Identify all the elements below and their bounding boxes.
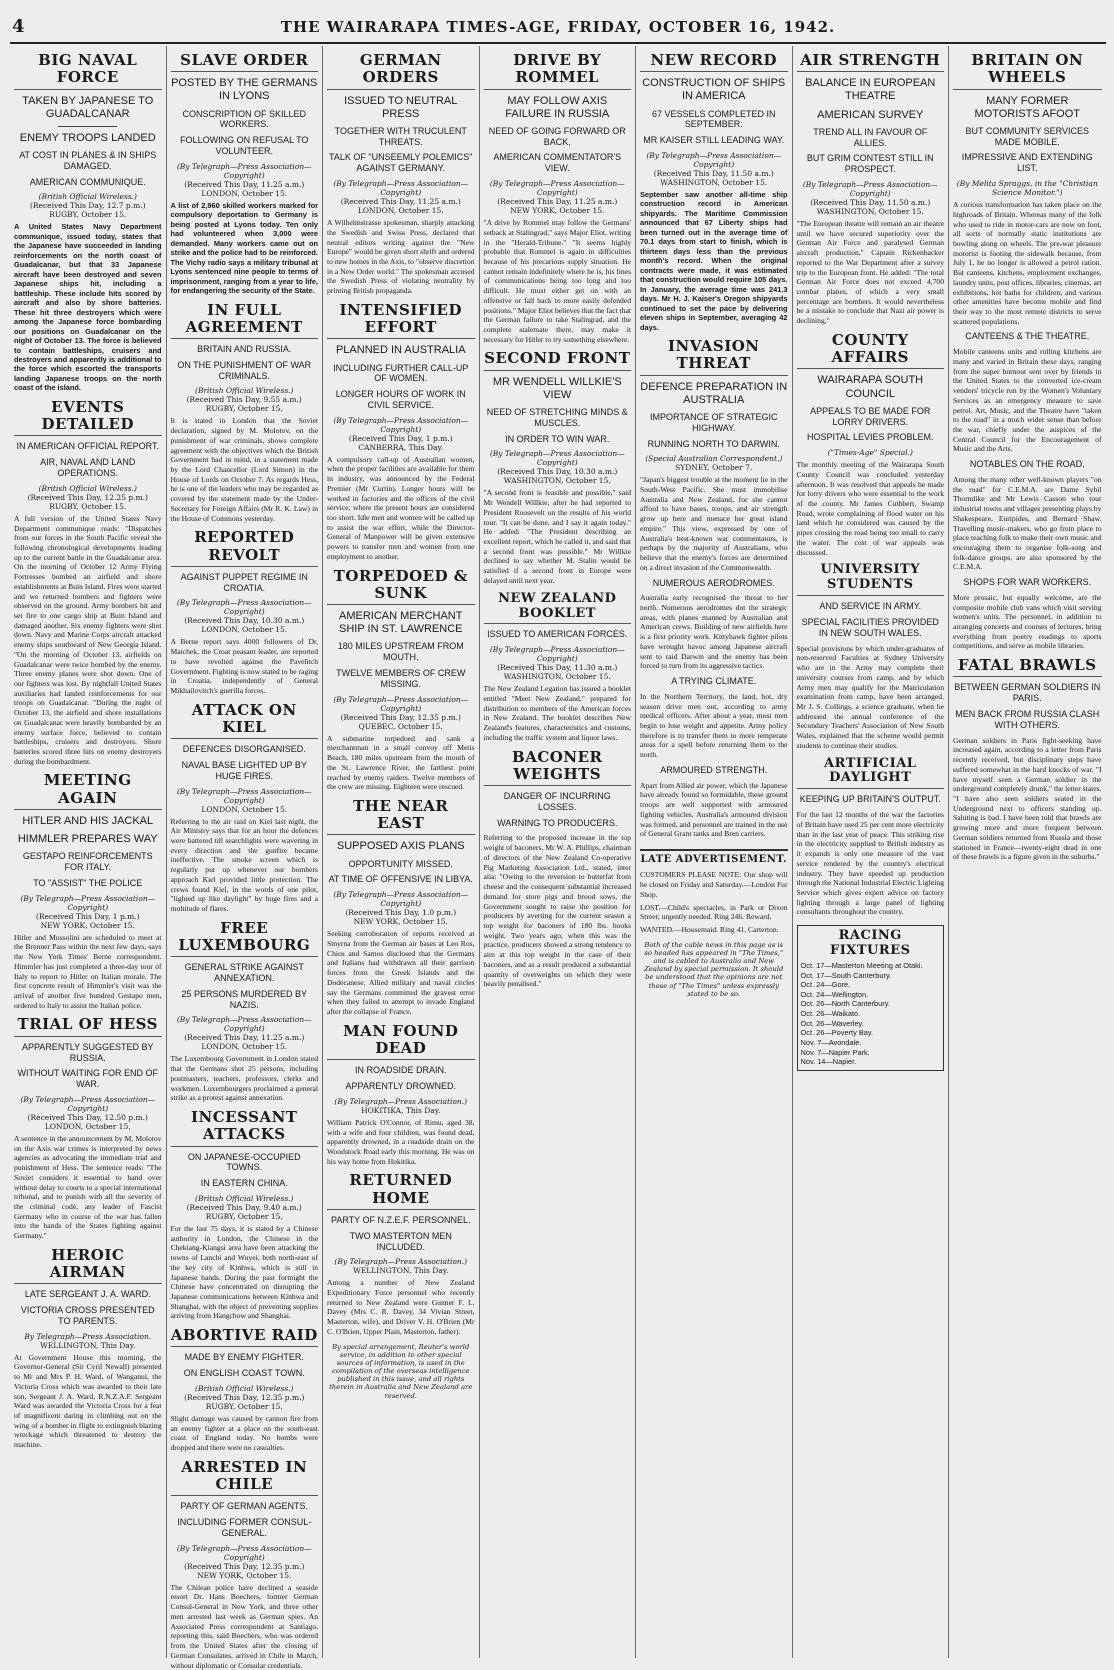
article-invasion-threat: [640, 338, 788, 839]
received-line: (Received This Day, 11.25 a.m.): [184, 1033, 305, 1043]
article-body: September saw another all-time ship construction record in American shipyards. The Maritime Commission announced that 67 Liberty ships had been turned out in the average time of 70.1 days from start to finish, which is thirteen days less than the previous month's record. When the original contracts were made, it was estimated that construction would require 105 days. In January, the average time was 241.3 days. Mr H. J. Kaiser's Oregon shipyards continued to set the pace by delivering eleven ships in September, averaging 42 days.: [640, 190, 788, 332]
subheadline: WARNING TO PRODUCERS.: [497, 817, 618, 828]
dateline: LONDON, October 15.: [357, 206, 444, 216]
subheadline: BETWEEN GERMAN SOLDIERS IN PARIS.: [954, 682, 1101, 704]
headline: BACONER WEIGHTS: [484, 749, 632, 787]
dateline: NEW YORK, October 15.: [353, 917, 448, 927]
article-body: The Luxembourg Government in London stated that the Germans shot 25 persons, including postmasters, teachers, professors, clerks and workmen. Luxembourgers proclaimed a general strike as a protest against annexation.: [170, 1054, 318, 1103]
credit-line: (British Official Wireless.): [195, 1383, 294, 1393]
news-columns: [10, 46, 1106, 1670]
subheadline: PARTY OF N.Z.E.F. PERSONNEL.: [330, 1214, 471, 1225]
subheadline: HITLER AND HIS JACKAL: [22, 814, 154, 827]
subheadline: APPEALS TO BE MADE FOR LORRY DRIVERS.: [810, 405, 931, 427]
headline: INCESSANT ATTACKS: [171, 1109, 319, 1147]
article-trial-of-hess: [14, 1016, 162, 1240]
headline: SLAVE ORDER: [171, 52, 319, 72]
headline: RACING FIXTURES: [829, 928, 911, 959]
article-body: Referring to the air raid on Kiel last night, the Air Ministry says that for an hour the defences were battered till searchlights were wavering in every direction and the gunfire became ineffective. The smoke screen which is regularly put up whenever our bombers approach Kiel provided little protection. The crews found Kiel, in the words of one pilot, "lighted up like daylight" by huge fires and a multitude of flares.: [170, 816, 318, 914]
dateline: WASHINGTON, October 15.: [660, 178, 768, 188]
subheadline: IN ROADSIDE DRAIN.: [354, 1065, 447, 1076]
column-4: [480, 46, 637, 1658]
article-county-affairs: [797, 332, 945, 557]
dateline: NEW YORK, October 15.: [197, 1570, 292, 1580]
credit-line: (By Telegraph—Press Association—Copyright): [333, 179, 469, 198]
article-body: German soldiers in Paris fight-seeking have increased again, according to a letter from Paris recently received, but disciplinary steps have suffered somewhat in the hard knocks of war. "I have myself seen a German soldier in the underground completely drunk," the letter states. "I have also seen soldiers seated in the Underground next to officers standing up. Saluting is bad. I have been told that brawls are growing more and more frequent between German soldiers returned from Russia and those stationed in France—twenty-eight dead in one of these brawls is a figure given in the suburbs.": [953, 735, 1102, 862]
subheadline: KEEPING UP BRITAIN'S OUTPUT.: [799, 794, 941, 805]
classified-ad: CUSTOMERS PLEASE NOTE: Our shop will be closed on Friday and Saturday.—London Fur Shop.: [640, 870, 788, 899]
subheadline: MR KAISER STILL LEADING WAY.: [643, 135, 785, 146]
article-air-strength: [797, 52, 945, 326]
article-britain-on-wheels: [953, 52, 1102, 651]
subheadline: WITHOUT WAITING FOR END OF WAR.: [17, 1068, 158, 1090]
article-free-luxembourg: [171, 920, 319, 1103]
dateline: NEW YORK, October 15.: [510, 206, 605, 216]
article-body: A list of 2,960 skilled workers marked for compulsory deportation to Germany is being posted at Lyons today. Ten only had volunteered when 3,000 were demanded. Many workers came out on strike and the police had to be reinforced. The Vichy radio says a military tribunal at Lyons sentenced nine people to terms of imprisonment, ranging from a year to life, for endangering the security of the State.: [170, 200, 318, 296]
list-item: Nov. 14—Napier.: [800, 1057, 857, 1067]
credit-line: (By Telegraph—Press Association—Copyright): [176, 161, 312, 180]
article-the-near-east: [327, 798, 475, 1017]
article-german-orders: [327, 52, 475, 296]
subheadline: AMERICAN SURVEY: [817, 108, 924, 121]
credit-line: (British Official Wireless.): [38, 192, 137, 202]
column-7: [949, 46, 1106, 1658]
article-attack-on-kiel: [171, 702, 319, 914]
subheadline: IMPORTANCE OF STRATEGIC HIGHWAY.: [649, 411, 778, 433]
credit-line: (British Official Wireless.): [38, 483, 137, 493]
subheadline: BRITAIN AND RUSSIA.: [197, 344, 292, 354]
subheadline: CONSCRIPTION OF SKILLED WORKERS.: [182, 108, 307, 130]
subheadline: DEFENCES DISORGANISED.: [182, 744, 306, 755]
subheadline: 67 VESSELS COMPLETED IN SEPTEMBER.: [651, 108, 776, 130]
subheadline: TAKEN BY JAPANESE TO GUADALCANAR: [22, 94, 154, 120]
dateline: SYDNEY, October 7.: [675, 463, 753, 473]
subheadline: NEED OF STRETCHING MINDS & MUSCLES.: [486, 407, 628, 428]
received-line: (Received This Day, 10.30 a.m.): [184, 616, 305, 626]
headline: HEROIC AIRMAN: [14, 1247, 162, 1285]
subheadline: MANY FORMER MOTORISTS AFOOT: [974, 94, 1081, 120]
headline: FATAL BRAWLS: [953, 657, 1102, 677]
headline: NEW ZEALAND BOOKLET: [484, 592, 632, 625]
credit-line: (By Telegraph—Press Association—Copyright): [333, 415, 469, 434]
section-heading: A TRYING CLIMATE.: [671, 676, 757, 687]
headline: RETURNED HOME: [327, 1172, 475, 1210]
subheadline: TALK OF "UNSEEMLY POLEMICS" AGAINST GERMANY.: [329, 152, 473, 174]
article-body: "The European theatre will remain an air theatre until we have secured superiority over the German Air Force and paralysed German aircraft production," Captain Rickenbacker reported to the War Department after a survey trip to the European front. He added: "The total German Air Force does not exceed 4,700 combat planes, of which a very small percentage are bombers. It would nevertheless be a mistake to conclude that Nazi air power is declining.": [796, 219, 944, 326]
subheadline: NAVAL BASE LIGHTED UP BY HUGE FIRES.: [181, 760, 307, 781]
headline: ARTIFICIAL DAYLIGHT: [797, 757, 945, 790]
headline: THE NEAR EAST: [327, 798, 475, 836]
subheadline: IMPRESSIVE AND EXTENDING LIST.: [961, 152, 1093, 174]
headline: IN FULL AGREEMENT: [171, 302, 319, 340]
credit-line: (Special Australian Correspondent.): [645, 454, 783, 464]
credit-line: (By Telegraph—Press Association.): [334, 1096, 468, 1106]
subheadline: FOLLOWING ON REFUSAL TO VOLUNTEER.: [180, 135, 309, 157]
received-line: (Received This Day, 11.25 a.m.): [497, 197, 618, 207]
subheadline: WAIRARAPA SOUTH COUNCIL: [817, 374, 924, 400]
credit-line: By Telegraph—Press Association.: [24, 1331, 152, 1341]
headline: TORPEDOED & SUNK: [327, 568, 475, 606]
article-body: A submarine torpedoed and sank a merchantman in a small convoy off Metis Beach, 180 miles upstream from the mouth of the St. Lawrence River, the farthest point reached by enemy raiders. Twelve members of the crew are missing. Eighteen were rescued.: [327, 733, 475, 792]
list-item: Oct. 26—Waikato.: [800, 1009, 861, 1019]
article-body: A curious transformation has taken place on the highroads of Britain. Whereas many of the folk who used to ride in motor-cars are now on foot, all sorts of normally static institutions are bowling along on wheels. The pre-war pleasure motorist is footing the sidewalk because, from July 1, he no longer is allowed a petrol ration. But canteens, kitchens, employment exchanges, laundry units, post offices, libraries, cinemas, art exhibitions, hot baths for children, and various other amenities have become mobile and find their way to the most remote districts to serve scattered populations.: [953, 200, 1102, 326]
subheadline: INCLUDING FURTHER CALL-UP OF WOMEN.: [333, 362, 469, 384]
credit-line: (British Official Wireless.): [195, 1193, 294, 1203]
subheadline: IN ORDER TO WIN WAR.: [505, 433, 610, 444]
subheadline: SPECIAL FACILITIES PROVIDED IN NEW SOUTH WALES.: [801, 617, 939, 638]
headline: MEETING AGAIN: [14, 772, 162, 810]
subheadline: PARTY OF GERMAN AGENTS.: [180, 1501, 309, 1512]
headline: AIR STRENGTH: [797, 52, 945, 72]
received-line: (Received This Day, 1.0 p.m.): [345, 908, 457, 918]
subheadline: IN EASTERN CHINA.: [200, 1178, 288, 1189]
article-body: Seeking corroboration of reports received at Smyrna from the German air bases at Leo Ros, Chios and Samos disclosed that the Germans and Italians had withdrawn all their garrison forces from the Greek Islands and the Dodecanese. Allied military and naval circles say the Germans committed the gravest error when they failed to attempt to invade England after the collapse of France.: [327, 929, 475, 1016]
article-intensified-effort: [327, 302, 475, 562]
subheadline: SUPPOSED AXIS PLANS: [336, 840, 465, 853]
received-line: (Received This Day, 11.25 a.m.): [340, 197, 461, 207]
subheadline: INCLUDING FORMER CONSUL-GENERAL.: [177, 1517, 312, 1538]
headline: EVENTS DETAILED: [14, 399, 162, 437]
dateline: LONDON, October 15.: [44, 1121, 131, 1131]
dateline: LONDON, October 15.: [201, 188, 288, 198]
article-body: For the last 12 months of the war the factories of Britain have used 25 per cent more electricity than in the last year of peace. This striking rise in the electricity supplied to British industry as it expands is only one measure of the vast service rendered by the country's electrical industry. They have speeded up production through the National Industrial Electric Lighting Service which gives expert advice on factory lighting through a large panel of lighting consultants throughout the country.: [796, 810, 944, 917]
article-body: A Wilhelmstrasse spokesman, sharply attacking the Swedish and Swiss Press, declared that neutral editors writing against the "New Europe" would be given short shrift and ordered to new homes in the Axis, to "observe discretion in a New Order world." The spokesman accused the Swedish Press of violating neutrality by printing British propaganda.: [327, 218, 475, 296]
list-item: Oct. 24—Gore.: [800, 980, 851, 990]
headline: MAN FOUND DEAD: [327, 1023, 475, 1061]
credit-line: (By Telegraph—Press Association—Copyright): [333, 890, 469, 909]
newspaper-title: THE WAIRARAPA TIMES-AGE, FRIDAY, OCTOBER 16, 1942.: [280, 18, 836, 36]
article-incessant-attacks: [171, 1109, 319, 1321]
dateline: RUGBY, October 15.: [205, 404, 283, 414]
headline: INVASION THREAT: [640, 338, 788, 376]
subheadline: POSTED BY THE GERMANS IN LYONS: [171, 77, 318, 103]
subheadline: AT TIME OF OFFENSIVE IN LIBYA.: [328, 874, 473, 885]
subheadline: LONGER HOURS OF WORK IN CIVIL SERVICE.: [335, 389, 466, 410]
article-big-naval-force: [14, 52, 162, 393]
received-line: (Received This Day, 11.50 a.m.): [653, 169, 774, 179]
credit-line: (By Telegraph—Press Association—Copyright): [489, 179, 625, 198]
list-item: Nov. 7—Avondale.: [800, 1037, 862, 1047]
credit-line: (British Official Wireless.): [195, 386, 294, 396]
credit-line: (By Telegraph—Press Association—Copyright): [646, 151, 782, 170]
headline: NEW RECORD: [640, 52, 788, 72]
subheadline: ON JAPANESE-OCCUPIED TOWNS.: [187, 1151, 301, 1173]
article-new-zealand-booklet: [484, 592, 632, 743]
article-body: A Berne report says 4000 followers of Dr. Matchek, the Croat peasant leader, are reported to have revolted against the Pavelitch Government. Fighting is now stated to be raging in Croatia, independently of General Mikhailovitch's guerilla forces.: [170, 637, 318, 695]
headline: FREE LUXEMBOURG: [171, 920, 319, 958]
column-1: [10, 46, 167, 1658]
subheadline: APPARENTLY DROWNED.: [345, 1081, 457, 1092]
article-heroic-airman: [14, 1247, 162, 1450]
credit-line: (By Telegraph—Press Association—Copyright): [333, 694, 469, 713]
headline: INTENSIFIED EFFORT: [327, 302, 475, 340]
column-3: [323, 46, 480, 1658]
list-item: Nov. 7—Napier Park.: [800, 1047, 870, 1057]
subheadline: MEN BACK FROM RUSSIA CLASH WITH OTHERS.: [955, 709, 1100, 730]
headline: UNIVERSITY STUDENTS: [797, 563, 945, 596]
article-body: Among a number of New Zealand Expeditionary Force personnel who recently returned to New Zealand were Gunner F. L. Davey (Mrs C. R. Davey, 34 Vivian Street, Masterton, wife), and Driver V. H. O'Brien (Mr C. O'Brien, Upper Plain, Masterton, father).: [327, 1278, 475, 1336]
list-item: Oct. 26—Poverty Bay.: [800, 1028, 874, 1038]
article-abortive-raid: [171, 1327, 319, 1453]
headline: ABORTIVE RAID: [171, 1327, 319, 1347]
article-body: Slight damage was caused by cannon fire from an enemy fighter at a place on the south-east coast of England today. No bombs were dropped and there were no casualties.: [170, 1413, 318, 1453]
subheadline: DANGER OF INCURRING LOSSES.: [503, 791, 611, 812]
subheadline: AND SERVICE IN ARMY.: [819, 601, 922, 612]
headline: TRIAL OF HESS: [14, 1016, 162, 1036]
list-item: Oct. 17—South Canterbury.: [800, 970, 892, 980]
subheadline: OPPORTUNITY MISSED.: [348, 858, 453, 869]
subheadline: HOSPITAL LEVIES PROBLEM.: [806, 432, 934, 443]
article-new-record: [640, 52, 788, 332]
article-body: A sentence in the announcement by M. Molotov on the Axis war crimes is interpreted by news agencies as advocating the immediate trial and punishment of Hess. The sentence reads: "The Soviet considers it essential to hand over without delay to courts to a special international tribunal, and to punish with all the severity of the criminal code, any leader of Fascist Germany who in course of the war has fallen into the hands of the States fighting against Germany.": [14, 1133, 162, 1241]
received-line: (Received This Day, 12.35 p.m.): [184, 1392, 305, 1402]
article-university-students: [797, 563, 945, 750]
dateline: LONDON, October 15.: [201, 804, 288, 814]
section-heading: CANTEENS & THE THEATRE.: [965, 331, 1090, 342]
received-line: (Received This Day, 10.30 a.m.): [497, 467, 618, 477]
article-drive-by-rommel: [484, 52, 632, 344]
subheadline: PLANNED IN AUSTRALIA: [335, 344, 466, 357]
article-body: William Patrick O'Connor, of Rimu, aged 38, with a wife and four children, was found dead, apparently drowned, in a roadside drain on the Woodstock Road early this morning. He was on his way home from Hokitika.: [327, 1117, 475, 1166]
subheadline: MR WENDELL WILLKIE'S VIEW: [492, 375, 622, 401]
subheadline: MAY FOLLOW AXIS FAILURE IN RUSSIA: [505, 94, 610, 120]
credit-line: (By Telegraph—Press Association—Copyright): [489, 449, 625, 468]
credit-line: (By Telegraph—Press Association—Copyright): [20, 1094, 156, 1113]
subheadline: BALANCE IN EUROPEAN THEATRE: [805, 77, 936, 103]
received-line: (Received This Day, 11.50 a.m.): [810, 198, 931, 207]
received-line: (Received This Day, 1 p.m.): [348, 433, 453, 443]
column-5: [636, 46, 793, 1658]
article-body: In the Northern Territory, the land, hot, dry season drive men out, according to army medical officers. After about a year, most men begin to lose weight and appetite. Army policy therefore is to transfer them to more temperate areas for a spell before returning them to the north.: [640, 691, 788, 760]
subheadline: ISSUED TO AMERICAN FORCES.: [487, 629, 628, 640]
dateline: HOKITIKA, This Day.: [361, 1105, 441, 1115]
received-line: (Received This Day, 9.40 a.m.): [186, 1202, 302, 1212]
subheadline: MADE BY ENEMY FIGHTER.: [184, 1352, 304, 1363]
article-returned-home: [327, 1172, 475, 1336]
list-item: Oct. 26—Waverley.: [800, 1018, 864, 1028]
received-line: (Received This Day, 12.35 p.m.): [340, 712, 461, 722]
dateline: LONDON, October 15.: [201, 1042, 288, 1052]
subheadline: AIR, NAVAL AND LAND OPERATIONS.: [40, 457, 136, 478]
article-baconer-weights: [484, 749, 632, 989]
subheadline: RUNNING NORTH TO DARWIN.: [647, 438, 780, 449]
subheadline: AMERICAN MERCHANT SHIP IN ST. LAWRENCE: [339, 610, 463, 636]
article-events-detailed: [14, 399, 162, 767]
dateline: RUGBY, October 15.: [205, 1211, 283, 1221]
dateline: RUGBY, October 15.: [49, 210, 127, 220]
article-reported-revolt: [171, 529, 319, 695]
subheadline: NEED OF GOING FORWARD OR BACK.: [488, 125, 626, 147]
received-line: (Received This Day, 12.50 p.m.): [27, 1112, 148, 1122]
subheadline: VICTORIA CROSS PRESENTED TO PARENTS.: [20, 1305, 155, 1326]
subheadline: BUT COMMUNITY SERVICES MADE MOBILE.: [965, 125, 1090, 147]
headline: BRITAIN ON WHEELS: [953, 52, 1102, 90]
classified-ad: LOST.—Child's spectacles, in Park or Dixon Street; urgently needed. Ring 246. Reward.: [640, 902, 788, 922]
article-body: Mobile canteens units and rolling kitchens are many and varied in Britain these days, ranging from the super burnout sent over by friends in the United States to the converted ice-cream vendors' tricycle run by the Women's Voluntary Services as an emergency measure to save petrol. Art, Music, and the Theatre have "taken to the road" in a much wider sense than before the war, chiefly under the auspices of the Central Council for the Encouragement of Music and the Arts.: [953, 347, 1102, 454]
credit-line: (By Melita Spraggs, in the "Christian Science Monitor."): [956, 179, 1098, 198]
subheadline: ON THE PUNISHMENT OF WAR CRIMINALS.: [177, 359, 312, 381]
article-body: A full version of the United States Navy Department communique reads: "Dispatches from our forces in the South Pacific reveal the following chronological developments leading up to the current battle in the Guadalcanar area. On the morning of October 12 Army Flying Fortresses bombed an airfield and shore establishments at Buin Island. Fires were started and we returned bombers and fighters were observed on the ground. Army bombers hit and set fire to one cargo ship at Buin Island and damaged another. Six enemy fighters were shot down. Navy and Marine Corps aircraft attacked enemy ships southward of New Georgia Island. "On the morning of October 13, airfields on Guadalcanar were twice bombed by the enemy. Three enemy planes were shot down. One of our fighters was lost. By nightfall United States auxiliaries had landed reinforcements for our troops on Guadalcanar. "During the night of October 13, the airfield and shore installations on Guadalcanar were heavily bombarded by an enemy surface force, believed to contain battleships, cruisers and destroyers. Shore batteries scored three hits on enemy destroyers during the bombardment.: [14, 513, 162, 766]
credit-line: (By Telegraph—Press Association—Copyright): [176, 1543, 312, 1562]
subheadline: AMERICAN COMMUNIQUE.: [29, 176, 146, 187]
subheadline: CONSTRUCTION OF SHIPS IN AMERICA: [642, 77, 786, 103]
subheadline: ON ENGLISH COAST TOWN.: [183, 1368, 305, 1379]
column-6: [793, 46, 950, 1658]
subheadline: TOGETHER WITH TRUCULENT THREATS.: [334, 125, 467, 147]
article-artificial-daylight: [797, 757, 945, 918]
article-second-front: [484, 350, 632, 585]
dateline: WELLINGTON, This Day.: [353, 1266, 449, 1276]
headline: GERMAN ORDERS: [327, 52, 475, 90]
subheadline: TREND ALL IN FAVOUR OF ALLIES.: [813, 126, 928, 148]
article-body: A United States Navy Department communique, issued today, states that the Japanese have succeeded in landing reinforcements on the north coast of Guadalcanar, but that 33 Japanese aircraft have been destroyed and seven Japanese ships hit, including a battleship. These include hits scored by aircraft and also by shore batteries. These hit three destroyers which were among the Japanese force bombarding our positions on Guadalcanar on the night of October 13. The force is believed to contain battleships, cruisers and destroyers and apparently is additional to the force which escorted the transports landing Japanese troops on the north coast of the island.: [14, 222, 162, 393]
dateline: WASHINGTON, October 15.: [503, 476, 611, 486]
article-body: The New Zealand Legation has issued a booklet entitled "Meet New Zealand," prepared for distribution to members of the American forces in New Zealand. The booklet describes New Zealand's features, characteristics and customs, including the traffic system and liquor laws.: [483, 684, 631, 742]
masthead: [10, 10, 1106, 44]
section-heading: NUMEROUS AERODROMES.: [652, 577, 775, 588]
reuter-notice: By special arrangement, Reuter's world service, in addition to other special sources of information, is used in the compilation of the overseas intelligence published in this issue, and all rights therein in Australia and New Zealand are reserved.: [329, 1342, 473, 1400]
article-body: For the last 75 days, it is stated by a Chinese authority in London, the Chinese in the Chekiang-Kiangsi area have been attacking the towns of Lanchi and Wuyei, both north-east of the key city of Kinhwa, which is still in Japanese hands. During the past fortnight the Chinese have concentrated on disrupting the Japanese communications between Kinhwa and Shanghai, with the object of preventing supplies arriving from Hangchow and Shanghai.: [170, 1223, 318, 1321]
section-heading: ARMOURED STRENGTH.: [660, 764, 768, 775]
dateline: CANBERRA, This Day.: [358, 442, 444, 452]
dateline: WASHINGTON, October 15.: [816, 207, 924, 216]
dateline: QUEBEC, October 15.: [358, 721, 443, 731]
article-body: "A second front is feasible and possible," said Mr Wendell Willkie, after he had reported to President Roosevelt on the results of his world tour. "It can be done, and I say it again today." He added: "The President describing an excellent report, which he called it, and said that a second front was possible." Mr Willkie declined to say whether M. Stalin would be satisfied if a second front in Europe were delayed until next year.: [483, 488, 631, 585]
dateline: LONDON, October 15.: [201, 625, 288, 635]
credit-line: ("Times-Age" Special.): [827, 448, 913, 458]
credit-line: (By Telegraph—Press Association—Copyright): [20, 893, 156, 912]
credit-line: (By Telegraph—Press Association—Copyright): [802, 180, 938, 198]
article-body: It is stated in London that the Soviet declaration, signed by M. Molotov, on the punishment of war criminals, shows complete agreement with the objectives which the British Government had in mind, in a statement made by the Lord Chancellor (Lord Simon) in the House of Lords on October 7. As regards Hess, he is one of the leaders who may be regarded as covered by the statement made by the Under-Secretary for Foreign Affairs (Mr R. K. Law) in the House of Commons yesterday.: [170, 416, 318, 523]
headline: LATE ADVERTISEMENT.: [640, 853, 787, 865]
article-body: A compulsory call-up of Australian women, when the proper facilities are available for them in industry, was announced by the Federal Premier (Mr Curtin). Longer hours will be worked in factories and the offices of the civil service, where the present hours are considered too short. Idle men and women will be called up to assist the war effort, while the Director-General of Manpower will be given extensive powers to transfer men and women from one employment to another.: [327, 454, 475, 561]
subheadline: TO "ASSIST" THE POLICE: [33, 877, 143, 888]
subheadline: GENERAL STRIKE AGAINST ANNEXATION.: [184, 962, 304, 984]
received-line: (Received This Day, 12.35 p.m.): [184, 1561, 305, 1571]
article-body: Among the many other well-known players "on the road" for C.E.M.A. are Dame Sybil Thorndike and Mr Lewis Casson who tour industrial towns and villages presenting plays by Shakespeare, Euripides, and Bernard Shaw. Travelling music-makers, who go from place to place teaching folk to make their own music and encouraging them to organise folk-song and folk-dance groups, are also sponsored by the C.E.M.A.: [953, 474, 1102, 572]
headline: ATTACK ON KIEL: [171, 702, 319, 740]
received-line: (Received This Day, 1 p.m.): [35, 911, 140, 921]
list-item: Oct. 17—Masterton Meeting at Otaki.: [800, 960, 923, 970]
credit-line: (By Telegraph—Press Association—Copyright): [489, 645, 625, 664]
subheadline: ENEMY TROOPS LANDED: [19, 131, 156, 144]
subheadline: AGAINST PUPPET REGIME IN CROATIA.: [180, 571, 308, 593]
article-body: "A drive by Rommel may follow the Germans' setback at Stalingrad," says Major Eliot, writing in the "Herald-Tribune." "It seems highly probable that Rommel is again in difficulties because of his precarious supply situation. He cannot remain indefinitely where he is, his lines of communications being too long and too difficult. He must either get on with an offensive or fall back to more easily defended positions." Major Eliot believes that the fact that the German failure to take Stalingrad, and the complete stalemate there, may make it necessary for Hitler to try something elsewhere.: [483, 218, 631, 344]
headline: DRIVE BY ROMMEL: [484, 52, 632, 90]
dateline: RUGBY, October 15.: [205, 1401, 283, 1411]
article-slave-order: [171, 52, 319, 296]
article-body: Australia early recognised the threat to her north. Numerous aerodromes dot the strategic areas, with planes manned by Australian and American crews. Building of new airfields here is a first priority work. Kittyhawk fighter pilots have wrought havoc among Japanese aircraft sent to raid Darwin and the enemy has been forced to turn from its aggressive tactics.: [640, 593, 788, 671]
subheadline: DEFENCE PREPARATION IN AUSTRALIA: [640, 380, 788, 406]
headline: SECOND FRONT: [484, 350, 632, 370]
received-line: (Received This Day, 12.7 p.m.): [29, 201, 146, 211]
section-heading: NOTABLES ON THE ROAD.: [969, 459, 1085, 470]
received-line: (Received This Day, 11.30 a.m.): [497, 663, 618, 673]
credit-line: (By Telegraph—Press Association—Copyright): [176, 598, 312, 617]
article-body: Referring to the proposed increase in the top weight of baconers, Mr W. A. Phillips, chairman of directors of the New Zealand Co-operative Pig Marketing Association Ltd., stated, inter alia: "Owing to the reversion to butterfat from cheese and the consequent substantial increased demand for store pigs and brood sows, the Government sought to raise the position for producers by averting for the current season a top weight for baconers of 180 lbs. hooks weight. Two years ago, when this was the practice, producers showed a strong tendency to aim at this top weight in the case of their baconers, and as a result produced a substantial quantity of overweights on which they were heavily penalised.": [483, 833, 631, 989]
section-heading: SHOPS FOR WAR WORKERS.: [963, 577, 1092, 588]
headline: ARRESTED IN CHILE: [171, 1459, 319, 1497]
article-arrested-in-chile: [171, 1459, 319, 1670]
headline: BIG NAVAL FORCE: [14, 52, 162, 90]
subheadline: GESTAPO REINFORCEMENTS FOR ITALY.: [22, 851, 153, 873]
subheadline: TWO MASTERTON MEN INCLUDED.: [349, 1230, 452, 1252]
credit-line: (By Telegraph—Press Association.): [334, 1257, 468, 1267]
late-advertisement: [640, 849, 788, 935]
subheadline: 180 MILES UPSTREAM FROM MOUTH.: [337, 641, 464, 663]
article-body: The monthly meeting of the Wairarapa South County Council was concluded yesterday afternoon. It was resolved that appeals be made for lorry drivers who were essential to the work of the county. Mr James Cuthbert, Swamp Road, wrote complaining of flood water on his land which he considered was caused by the pipes crossing the road being too small to carry the water. The cost of war appeals was discussed.: [796, 460, 944, 557]
subheadline: APPARENTLY SUGGESTED BY RUSSIA.: [21, 1041, 154, 1063]
subheadline: TWELVE MEMBERS OF CREW MISSING.: [336, 668, 466, 689]
article-body: Special provisions by which under-graduates of non-reserved Faculties at Sydney University who are in the Army may complete their university courses from camp, and by which Army men may qualify for the Matriculation examination from camp, have been arranged. Mr J. S. Collings, a science graduate, when he addressed the annual conference of the Secondary Teachers' Association of New South Wales, explained that the scheme would permit students to continue their studies.: [796, 643, 944, 750]
received-line: (Received This Day, 12.25 p.m.): [27, 492, 148, 502]
article-torpedoed-and-sunk: [327, 568, 475, 792]
subheadline: 25 PERSONS MURDERED BY NAZIS.: [181, 988, 308, 1010]
column-2: [167, 46, 324, 1670]
article-body: At Government House this morning, the Governor-General (Sir Cyril Newall) presented to Mr and Mrs P. H. Ward, of Wanganui, the Victoria Cross which was awarded to their late son, Sergeant J. A. Ward, R.N.Z.A.F. Sergeant Ward was awarded the Victoria Cross for a feat of magnificent daring in climbing out on the wing of a bomber in flight to extinguish blazing wreckage which threatened to destroy the machine.: [14, 1352, 162, 1450]
classified-ad: WANTED.—Housemaid. Ring 41, Carterton.: [640, 925, 779, 935]
subheadline: AT COST IN PLANES & IN SHIPS DAMAGED.: [19, 150, 157, 171]
article-in-full-agreement: [171, 302, 319, 524]
list-item: Oct. 26—North Canterbury.: [800, 999, 890, 1009]
page-number: 4: [12, 16, 25, 37]
dateline: NEW YORK, October 15.: [40, 920, 135, 930]
received-line: (Received This Day, 11.25 a.m.): [184, 179, 305, 189]
dateline: RUGBY, October 15.: [49, 501, 127, 511]
subheadline: AMERICAN COMMENTATOR'S VIEW.: [493, 152, 622, 174]
subheadline: IN AMERICAN OFFICIAL REPORT.: [16, 441, 160, 452]
article-body: More prosaic, but equally welcome, are the composite mobile club vans which visit serving women's units. The personnel, in addition to arranging concerts and courses of lectures, bring everything from poetry readings to sports competitions, and serve as mobile libraries.: [953, 592, 1102, 651]
dateline: WELLINGTON, This Day.: [40, 1340, 136, 1350]
fixture-list: [801, 961, 941, 1067]
times-notice: Both of the cable news in this page as is so headed has appeared in "The Times," and is cabled to Australia and New Zealand by special permission. It should be understood that the opinions are not those of "The Times" unless expressly stated to be so.: [644, 940, 784, 998]
received-line: (Received This Day, 9.55 a.m.): [186, 395, 302, 405]
subheadline: HIMMLER PREPARES WAY: [17, 833, 158, 846]
credit-line: (By Telegraph—Press Association—Copyright): [176, 1015, 312, 1034]
article-body: Apart from Allied air power, which the Japanese have already found so formidable, these ground troops are well supported with armoured fighting vehicles. Australia's armoured division was formed, and personnel are trained in the use of General Grant tanks and Bren carriers.: [640, 780, 788, 839]
dateline: WASHINGTON, October 15.: [503, 672, 611, 682]
article-man-found-dead: [327, 1023, 475, 1167]
article-body: Hitler and Mussolini are scheduled to meet at the Brenner Pass within the next few days, says the New York Times' Berne correspondent. Himmler has just completed a three-day tour of Italy to report to Hitler on Italian morale. The first concrete result of Himmler's visit was the arrival of another five hundred Gestapo men, ordered to Italy to assist the Italian police.: [14, 932, 162, 1010]
subheadline: LATE SERGEANT J. A. WARD.: [24, 1289, 151, 1300]
headline: REPORTED REVOLT: [171, 529, 319, 567]
subheadline: ISSUED TO NEUTRAL PRESS: [344, 94, 458, 120]
headline: COUNTY AFFAIRS: [797, 332, 945, 370]
article-meeting-again: [14, 772, 162, 1010]
subheadline: BUT GRIM CONTEST STILL IN PROSPECT.: [806, 153, 934, 175]
article-body: The Chilean police have declined a seaside resort Dr. Hans Boechers, former German Consul-General in New York, and three other men arrested last week as German spies. An Associated Press correspondent at Santiago, reporting this, said Boechers, who was ordered from the United States after the closing of German Consulates, arrived in Chile in March, without diplomatic or Consular credentials.: [170, 1582, 318, 1670]
credit-line: (By Telegraph—Press Association—Copyright): [176, 786, 312, 805]
article-fatal-brawls: [953, 657, 1102, 862]
article-body: "Japan's biggest trouble at the moment lie in the South-West Pacific. She must immobilise Australia and New Zealand, for she cannot afford to have bases, troops, and air strength grow up here and menace her great island empire." This view, expressed by one of Australia's best-known war commentators, is perhaps by the majority of Australians, who believe that the enemy's forces are determined on a direct invasion of the Commonwealth.: [640, 475, 788, 572]
list-item: Oct. 24—Wellington.: [800, 989, 869, 999]
racing-fixtures: [797, 925, 945, 1071]
